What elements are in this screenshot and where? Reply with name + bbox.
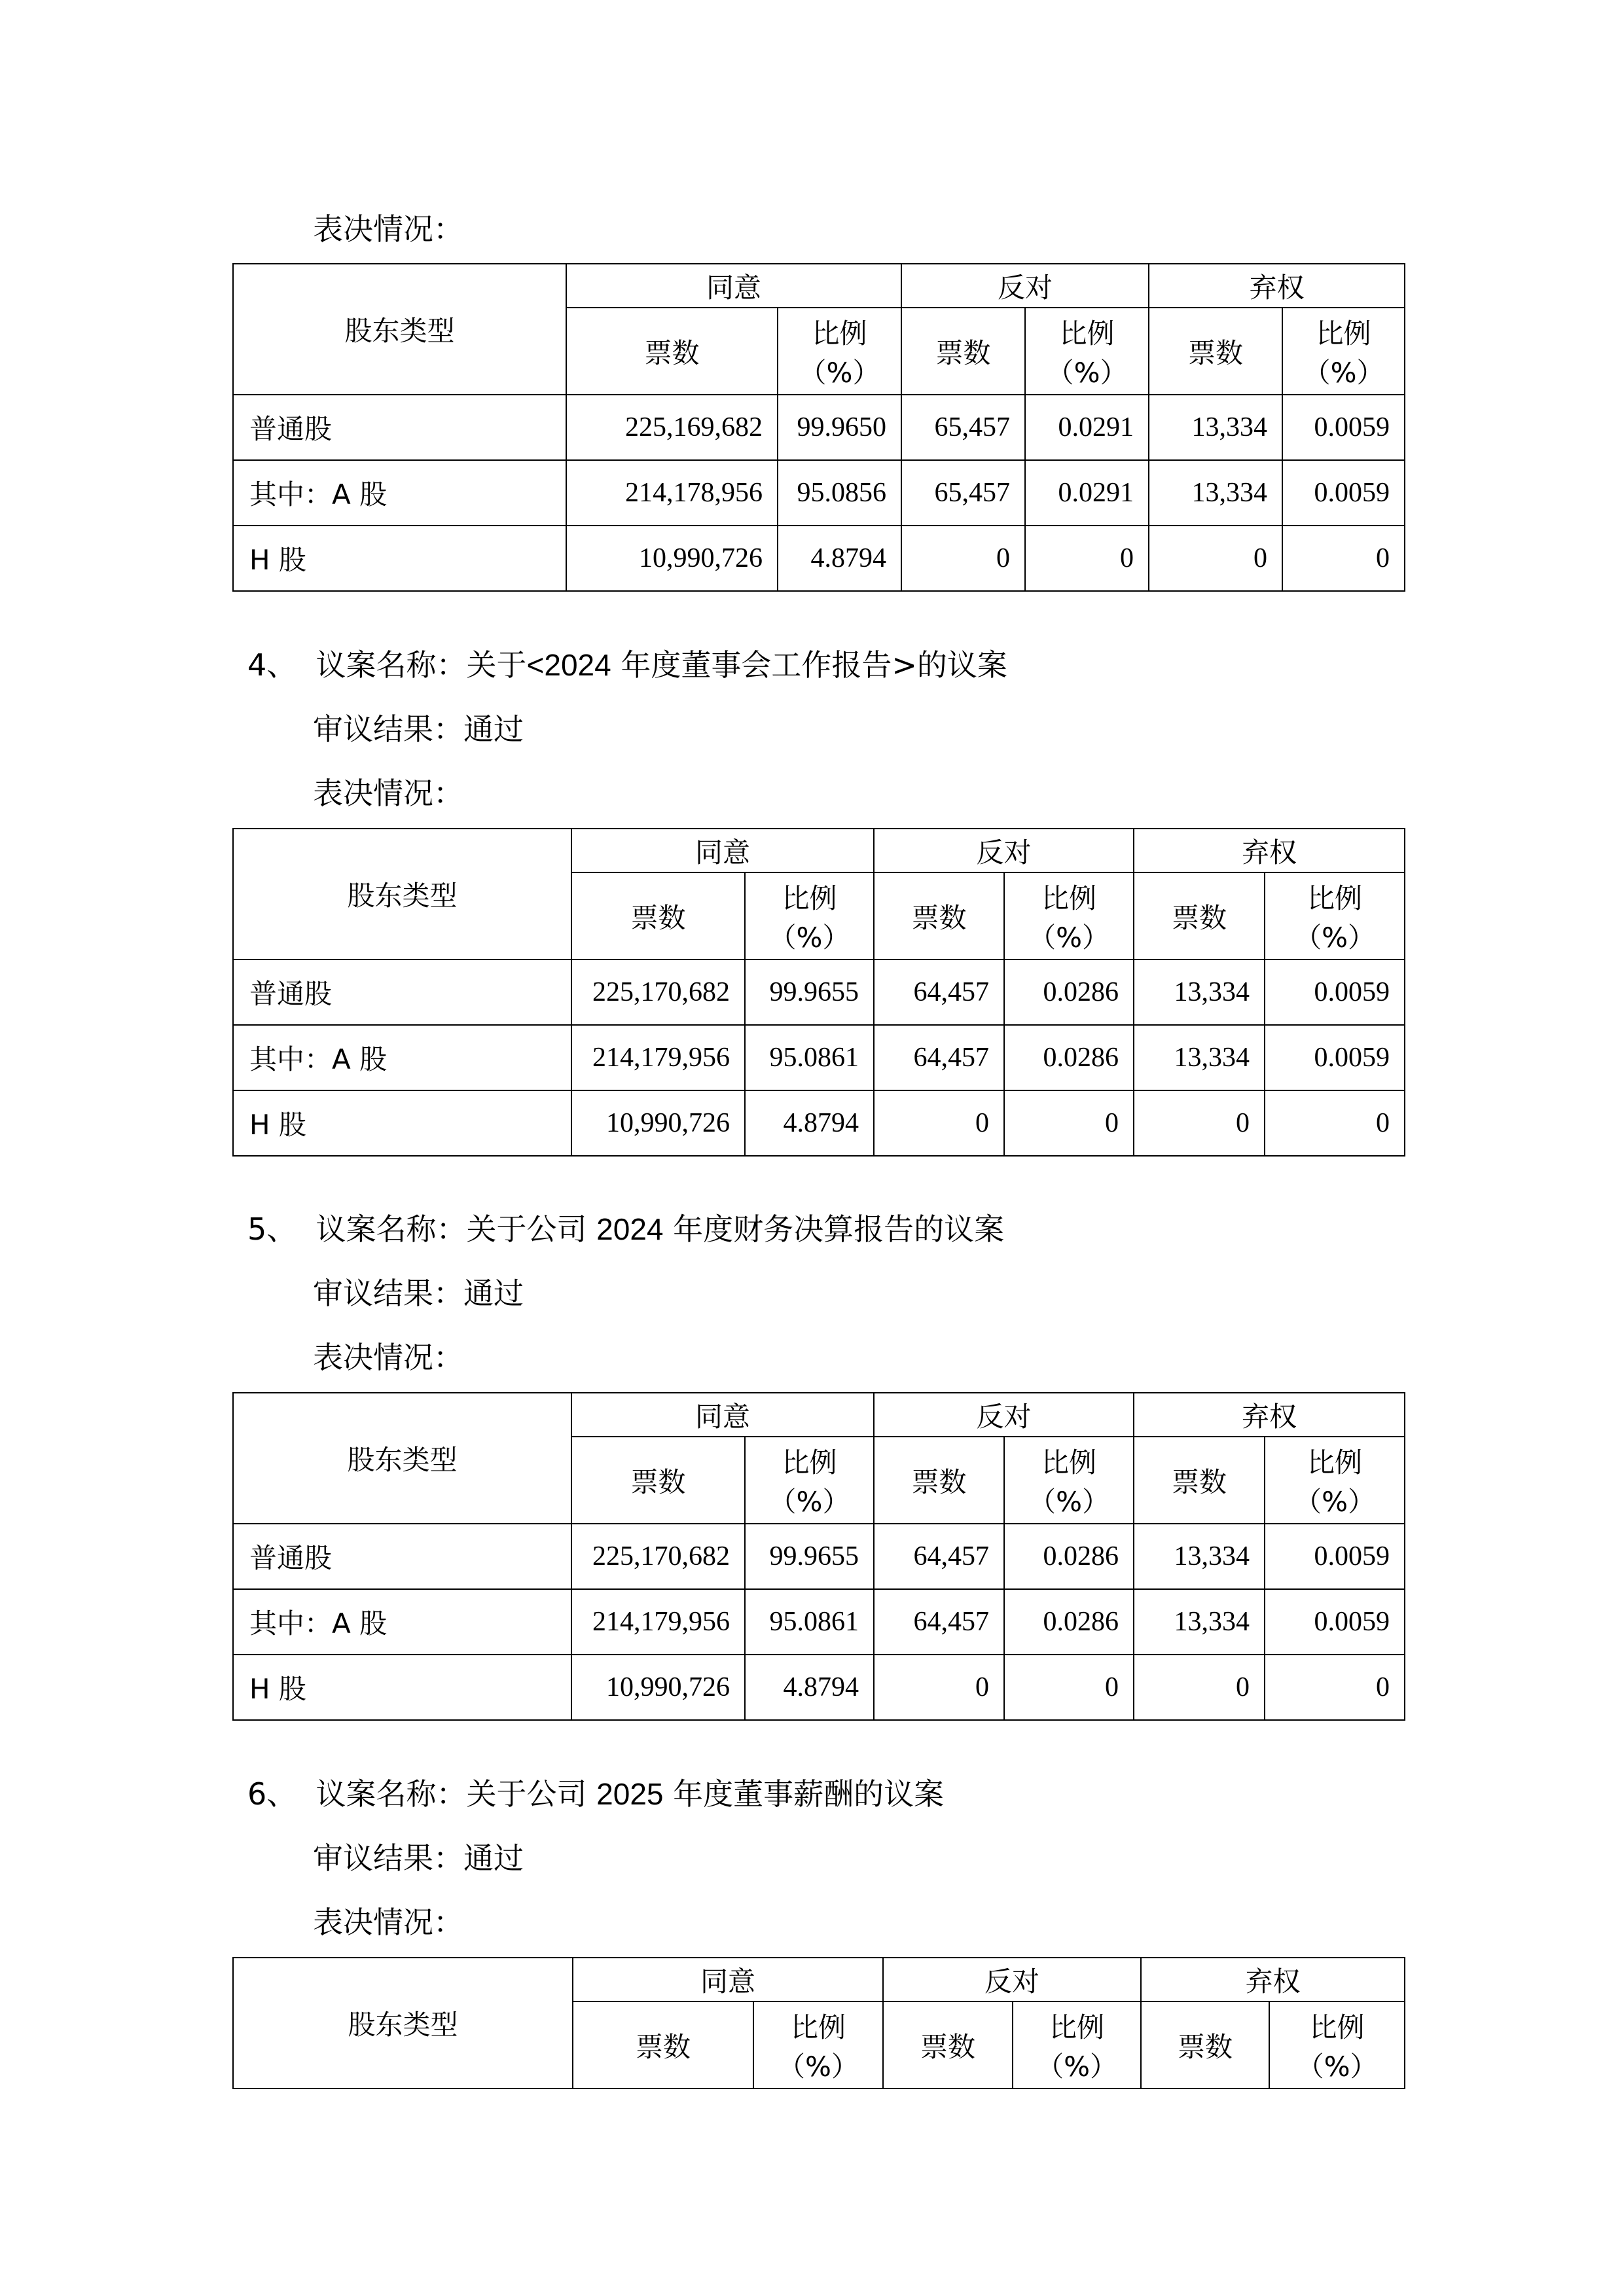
against-pct: 0.0291 [1025, 460, 1149, 526]
abstain-votes: 0 [1134, 1090, 1265, 1156]
agree-votes: 214,178,956 [566, 460, 778, 526]
table-row [233, 1524, 1405, 1589]
abstain-header: 弃权 [1149, 264, 1405, 308]
abstain-votes: 13,334 [1134, 960, 1265, 1025]
table-row [233, 1090, 1405, 1156]
votes-header: 票数 [1141, 2001, 1269, 2089]
against-pct: 0.0286 [1004, 960, 1134, 1025]
agree-header: 同意 [573, 1958, 883, 2001]
votes-header: 票数 [874, 872, 1004, 960]
row-type: 普通股 [233, 395, 566, 460]
abstain-votes: 13,334 [1134, 1524, 1265, 1589]
row-type: 普通股 [233, 960, 571, 1025]
against-header: 反对 [874, 829, 1134, 872]
agree-pct: 95.0861 [745, 1589, 874, 1655]
vote-status-label: 表决情况： [313, 211, 463, 247]
against-pct: 0.0286 [1004, 1524, 1134, 1589]
ratio-header: 比例 （%） [745, 1437, 874, 1524]
review-result: 审议结果：通过 [313, 1840, 524, 1876]
shareholder-type-header: 股东类型 [233, 829, 571, 960]
table-row [233, 960, 1405, 1025]
abstain-votes: 13,334 [1134, 1589, 1265, 1655]
against-votes: 65,457 [901, 395, 1025, 460]
row-type: H 股 [233, 1655, 571, 1720]
agree-header: 同意 [571, 1393, 874, 1437]
against-header: 反对 [874, 1393, 1134, 1437]
abstain-pct: 0.0059 [1265, 1524, 1405, 1589]
ratio-header: 比例 （%） [1013, 2001, 1141, 2089]
vote-table [232, 828, 1405, 1157]
ratio-header: 比例 （%） [1265, 872, 1405, 960]
against-votes: 65,457 [901, 460, 1025, 526]
row-type: 其中：A 股 [233, 1589, 571, 1655]
agree-pct: 99.9655 [745, 960, 874, 1025]
votes-header: 票数 [566, 308, 778, 395]
votes-header: 票数 [901, 308, 1025, 395]
agree-votes: 225,170,682 [571, 1524, 745, 1589]
agree-votes: 225,170,682 [571, 960, 745, 1025]
agree-pct: 4.8794 [745, 1655, 874, 1720]
abstain-pct: 0.0059 [1265, 1025, 1405, 1090]
agree-votes: 214,179,956 [571, 1025, 745, 1090]
abstain-header: 弃权 [1134, 829, 1405, 872]
vote-status-label: 表决情况： [313, 776, 463, 811]
motion-title: 6、 议案名称：关于公司 2025 年度董事薪酬的议案 [247, 1776, 945, 1812]
agree-votes: 214,179,956 [571, 1589, 745, 1655]
against-votes: 0 [874, 1090, 1004, 1156]
against-votes: 64,457 [874, 1524, 1004, 1589]
ratio-header: 比例 （%） [1265, 1437, 1405, 1524]
agree-votes: 10,990,726 [571, 1090, 745, 1156]
abstain-votes: 13,334 [1149, 395, 1282, 460]
review-result: 审议结果：通过 [313, 711, 524, 747]
against-votes: 64,457 [874, 960, 1004, 1025]
row-type: H 股 [233, 1090, 571, 1156]
against-pct: 0.0291 [1025, 395, 1149, 460]
vote-table [232, 1392, 1405, 1721]
abstain-header: 弃权 [1134, 1393, 1405, 1437]
vote-table [232, 1957, 1405, 2089]
abstain-votes: 0 [1134, 1655, 1265, 1720]
abstain-pct: 0.0059 [1282, 460, 1405, 526]
table-row [233, 526, 1405, 591]
against-pct: 0.0286 [1004, 1025, 1134, 1090]
against-votes: 64,457 [874, 1589, 1004, 1655]
abstain-header: 弃权 [1141, 1958, 1405, 2001]
abstain-pct: 0 [1265, 1655, 1405, 1720]
review-result: 审议结果：通过 [313, 1276, 524, 1311]
table-row [233, 1589, 1405, 1655]
shareholder-type-header: 股东类型 [233, 264, 566, 395]
agree-votes: 10,990,726 [566, 526, 778, 591]
votes-header: 票数 [571, 1437, 745, 1524]
agree-pct: 99.9655 [745, 1524, 874, 1589]
against-pct: 0 [1004, 1655, 1134, 1720]
against-pct: 0 [1004, 1090, 1134, 1156]
agree-pct: 95.0861 [745, 1025, 874, 1090]
against-header: 反对 [883, 1958, 1141, 2001]
ratio-header: 比例 （%） [1004, 1437, 1134, 1524]
agree-pct: 95.0856 [778, 460, 901, 526]
ratio-header: 比例 （%） [778, 308, 901, 395]
agree-pct: 99.9650 [778, 395, 901, 460]
votes-header: 票数 [571, 872, 745, 960]
table-row [233, 1025, 1405, 1090]
motion-title: 5、 议案名称：关于公司 2024 年度财务决算报告的议案 [247, 1211, 1005, 1247]
shareholder-type-header: 股东类型 [233, 1393, 571, 1524]
row-type: 其中：A 股 [233, 460, 566, 526]
agree-votes: 10,990,726 [571, 1655, 745, 1720]
abstain-votes: 13,334 [1134, 1025, 1265, 1090]
abstain-votes: 13,334 [1149, 460, 1282, 526]
row-type: 其中：A 股 [233, 1025, 571, 1090]
against-votes: 0 [874, 1655, 1004, 1720]
table-row [233, 1655, 1405, 1720]
ratio-header: 比例 （%） [753, 2001, 883, 2089]
votes-header: 票数 [883, 2001, 1013, 2089]
vote-table [232, 263, 1405, 592]
row-type: H 股 [233, 526, 566, 591]
abstain-pct: 0.0059 [1265, 960, 1405, 1025]
ratio-header: 比例 （%） [1282, 308, 1405, 395]
against-votes: 0 [901, 526, 1025, 591]
motion-title: 4、 议案名称：关于<2024 年度董事会工作报告>的议案 [247, 647, 1007, 683]
abstain-votes: 0 [1149, 526, 1282, 591]
agree-pct: 4.8794 [745, 1090, 874, 1156]
votes-header: 票数 [1149, 308, 1282, 395]
vote-status-label: 表决情况： [313, 1905, 463, 1940]
abstain-pct: 0 [1282, 526, 1405, 591]
votes-header: 票数 [573, 2001, 753, 2089]
against-pct: 0.0286 [1004, 1589, 1134, 1655]
abstain-pct: 0.0059 [1282, 395, 1405, 460]
shareholder-type-header: 股东类型 [233, 1958, 573, 2089]
agree-header: 同意 [571, 829, 874, 872]
ratio-header: 比例 （%） [745, 872, 874, 960]
votes-header: 票数 [1134, 1437, 1265, 1524]
abstain-pct: 0.0059 [1265, 1589, 1405, 1655]
table-row [233, 395, 1405, 460]
agree-votes: 225,169,682 [566, 395, 778, 460]
against-header: 反对 [901, 264, 1149, 308]
vote-status-label: 表决情况： [313, 1340, 463, 1375]
votes-header: 票数 [874, 1437, 1004, 1524]
ratio-header: 比例 （%） [1004, 872, 1134, 960]
agree-pct: 4.8794 [778, 526, 901, 591]
table-row [233, 460, 1405, 526]
against-pct: 0 [1025, 526, 1149, 591]
ratio-header: 比例 （%） [1269, 2001, 1405, 2089]
ratio-header: 比例 （%） [1025, 308, 1149, 395]
votes-header: 票数 [1134, 872, 1265, 960]
agree-header: 同意 [566, 264, 901, 308]
row-type: 普通股 [233, 1524, 571, 1589]
abstain-pct: 0 [1265, 1090, 1405, 1156]
against-votes: 64,457 [874, 1025, 1004, 1090]
